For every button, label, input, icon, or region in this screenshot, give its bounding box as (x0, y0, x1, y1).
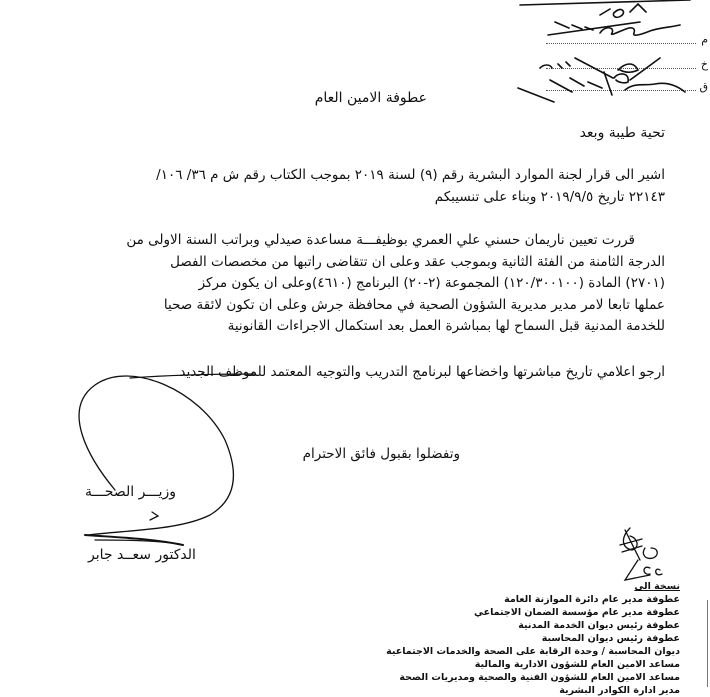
reference-label-attachment: ق (699, 80, 708, 93)
reference-number-row (510, 33, 710, 51)
reference-date-row (510, 58, 710, 76)
reference-dotted-line (546, 90, 696, 91)
signature-stroke (620, 528, 642, 560)
paragraph-reference-decision (45, 165, 665, 208)
signature-stroke (625, 560, 650, 580)
paragraph-line: اشير الى قرار لجنة الموارد البشرية رقم (٩) لسنة ٢٠١٩ بموجب الكتاب رقم ش م ٣٦/ ١٠٦/ (156, 167, 665, 183)
copy-to-recipient: ديوان المحاسبة / وحدة الرقابة على الصحة والخدمات الاجتماعية (386, 646, 680, 657)
signature-stroke (150, 512, 158, 520)
copy-to-recipient: عطوفة مدير عام دائرة الموازنة العامة (504, 594, 680, 605)
copy-to-recipient: عطوفة رئيس ديوان المحاسبة (541, 633, 680, 644)
reference-label-number: م (701, 33, 708, 46)
paragraph-line: للخدمة المدنية قبل السماح لها بمباشرة العمل بعد استكمال الاجراءات القانونية (227, 318, 665, 334)
addressee: عطوفة الامين العام (314, 90, 427, 106)
reference-block (480, 0, 710, 110)
reference-label-date: خ (700, 58, 708, 71)
copy-to-recipient: مساعد الامين العام للشؤون الادارية والمالية (474, 659, 680, 670)
copy-to-recipient: مساعد الامين العام للشؤون الفنية والصحية ومديريات الصحة (399, 672, 680, 683)
paragraph-request: ارجو اعلامي تاريخ مباشرتها واخضاعها لبرنامج التدريب والتوجيه المعتمد للموظف الجديد (179, 364, 665, 380)
paragraph-line: (٢٧٠١) المادة (١٢٠/٣٠٠١٠٠) المجموعة (٢-٢٠) البرنامج (٤٦١٠)وعلى ان يكون مركز (198, 275, 665, 291)
copy-to-recipient: عطوفة مدير عام مؤسسة الضمان الاجتماعي (473, 607, 680, 618)
signature-stroke (95, 540, 180, 544)
reference-attachment-row (510, 80, 710, 98)
paragraph-appointment (45, 230, 665, 338)
paragraph-line: ٢٢١٤٣ تاريخ ٢٠١٩/٩/٥ وبناء على تنسيبكم (434, 188, 665, 205)
signatory-title: وزيـــر الصحـــة (85, 484, 177, 500)
signature-stroke (643, 548, 657, 558)
copy-to-list (350, 580, 680, 697)
signatory-name: الدكتور سعــد جابر (88, 547, 196, 563)
signature-stroke (85, 535, 183, 545)
copy-to-recipient: مدير ادارة الكوادر البشرية (559, 685, 680, 696)
closing-line: وتفضلوا بقبول فائق الاحترام (302, 446, 460, 462)
copy-to-heading: نسخة الى (634, 581, 680, 592)
paragraph-line: الدرجة الثامنة من الفئة الثانية وبموجب عقد وعلى ان تتقاضى راتبها من مخصصات الفصل (170, 253, 665, 270)
paragraph-line: قررت تعيين ناريمان حسني علي العمري بوظيفـــة مساعدة صيدلي وبراتب السنة الاولى من (126, 232, 635, 248)
reference-dotted-line (546, 68, 696, 69)
signature-stroke (644, 567, 662, 575)
signature-stroke (79, 376, 233, 535)
copy-to-recipient: عطوفة رئيس ديوان الخدمة المدنية (518, 620, 680, 631)
reference-dotted-line (546, 43, 696, 44)
greeting: تحية طيبة وبعد (579, 125, 665, 141)
scan-edge-line (707, 600, 708, 687)
paragraph-line: عملها تابعا لامر مدير مديرية الشؤون الصحية في محافظة جرش وعلى ان تكون لائقة صحيا (163, 296, 665, 313)
